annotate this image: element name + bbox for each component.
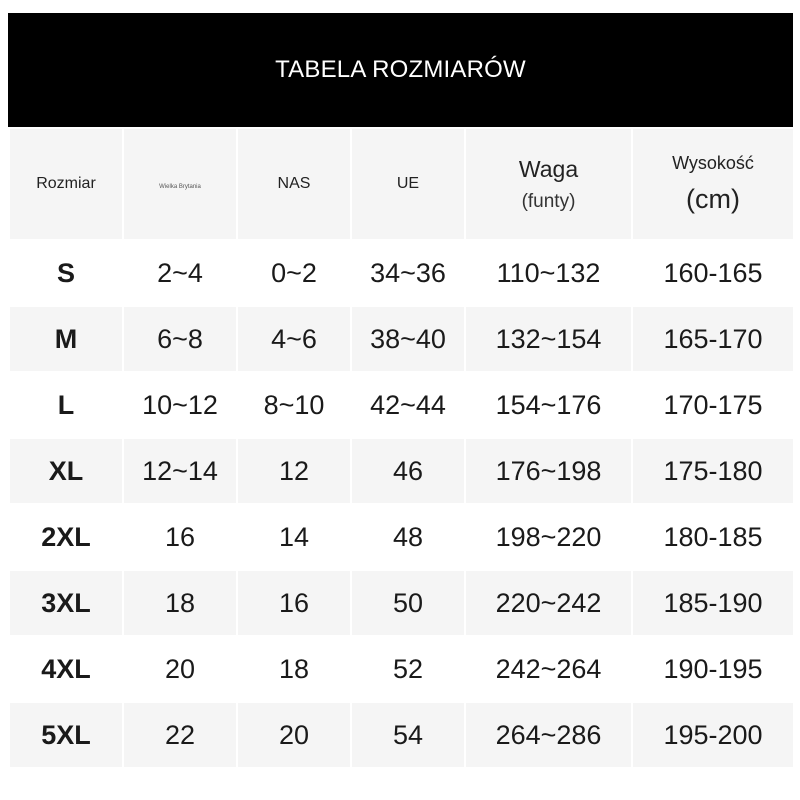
cell-weight: 132~154 bbox=[466, 307, 631, 371]
cell-eu: 42~44 bbox=[352, 373, 464, 437]
cell-us: 8~10 bbox=[238, 373, 350, 437]
cell-weight: 264~286 bbox=[466, 703, 631, 767]
cell-uk: 22 bbox=[124, 703, 236, 767]
table-row bbox=[10, 703, 793, 767]
cell-weight: 154~176 bbox=[466, 373, 631, 437]
cell-weight: 176~198 bbox=[466, 439, 631, 503]
table-row bbox=[10, 637, 793, 701]
cell-size: 3XL bbox=[10, 571, 122, 635]
cell-uk: 20 bbox=[124, 637, 236, 701]
table-row bbox=[10, 307, 793, 371]
header-us: NAS bbox=[238, 129, 350, 239]
table-row bbox=[10, 373, 793, 437]
cell-size: XL bbox=[10, 439, 122, 503]
cell-us: 16 bbox=[238, 571, 350, 635]
cell-size: S bbox=[10, 241, 122, 305]
cell-height: 190-195 bbox=[633, 637, 793, 701]
cell-height: 170-175 bbox=[633, 373, 793, 437]
cell-eu: 50 bbox=[352, 571, 464, 635]
table-row bbox=[10, 571, 793, 635]
cell-uk: 10~12 bbox=[124, 373, 236, 437]
cell-height: 175-180 bbox=[633, 439, 793, 503]
cell-us: 4~6 bbox=[238, 307, 350, 371]
table-row bbox=[10, 241, 793, 305]
cell-eu: 52 bbox=[352, 637, 464, 701]
page-title: TABELA ROZMIARÓW bbox=[275, 56, 526, 83]
cell-eu: 48 bbox=[352, 505, 464, 569]
header-height: Wysokość (cm) bbox=[633, 129, 793, 239]
cell-eu: 46 bbox=[352, 439, 464, 503]
cell-uk: 2~4 bbox=[124, 241, 236, 305]
title-banner bbox=[8, 13, 793, 127]
cell-uk: 18 bbox=[124, 571, 236, 635]
header-weight: Waga (funty) bbox=[466, 129, 631, 239]
cell-us: 14 bbox=[238, 505, 350, 569]
header-uk: Wielka Brytania bbox=[124, 129, 236, 239]
cell-uk: 16 bbox=[124, 505, 236, 569]
cell-eu: 34~36 bbox=[352, 241, 464, 305]
cell-weight: 110~132 bbox=[466, 241, 631, 305]
cell-size: 4XL bbox=[10, 637, 122, 701]
cell-size: M bbox=[10, 307, 122, 371]
cell-uk: 6~8 bbox=[124, 307, 236, 371]
cell-uk: 12~14 bbox=[124, 439, 236, 503]
cell-weight: 198~220 bbox=[466, 505, 631, 569]
header-eu: UE bbox=[352, 129, 464, 239]
size-table bbox=[8, 127, 795, 769]
header-size: Rozmiar bbox=[10, 129, 122, 239]
cell-us: 12 bbox=[238, 439, 350, 503]
cell-weight: 242~264 bbox=[466, 637, 631, 701]
cell-eu: 38~40 bbox=[352, 307, 464, 371]
cell-height: 160-165 bbox=[633, 241, 793, 305]
cell-us: 20 bbox=[238, 703, 350, 767]
cell-weight: 220~242 bbox=[466, 571, 631, 635]
table-body bbox=[10, 241, 793, 767]
cell-us: 18 bbox=[238, 637, 350, 701]
cell-eu: 54 bbox=[352, 703, 464, 767]
cell-size: L bbox=[10, 373, 122, 437]
table-row bbox=[10, 505, 793, 569]
cell-height: 165-170 bbox=[633, 307, 793, 371]
cell-height: 185-190 bbox=[633, 571, 793, 635]
cell-size: 5XL bbox=[10, 703, 122, 767]
table-row bbox=[10, 439, 793, 503]
cell-height: 195-200 bbox=[633, 703, 793, 767]
cell-size: 2XL bbox=[10, 505, 122, 569]
cell-height: 180-185 bbox=[633, 505, 793, 569]
cell-us: 0~2 bbox=[238, 241, 350, 305]
table-header-row bbox=[10, 129, 793, 239]
